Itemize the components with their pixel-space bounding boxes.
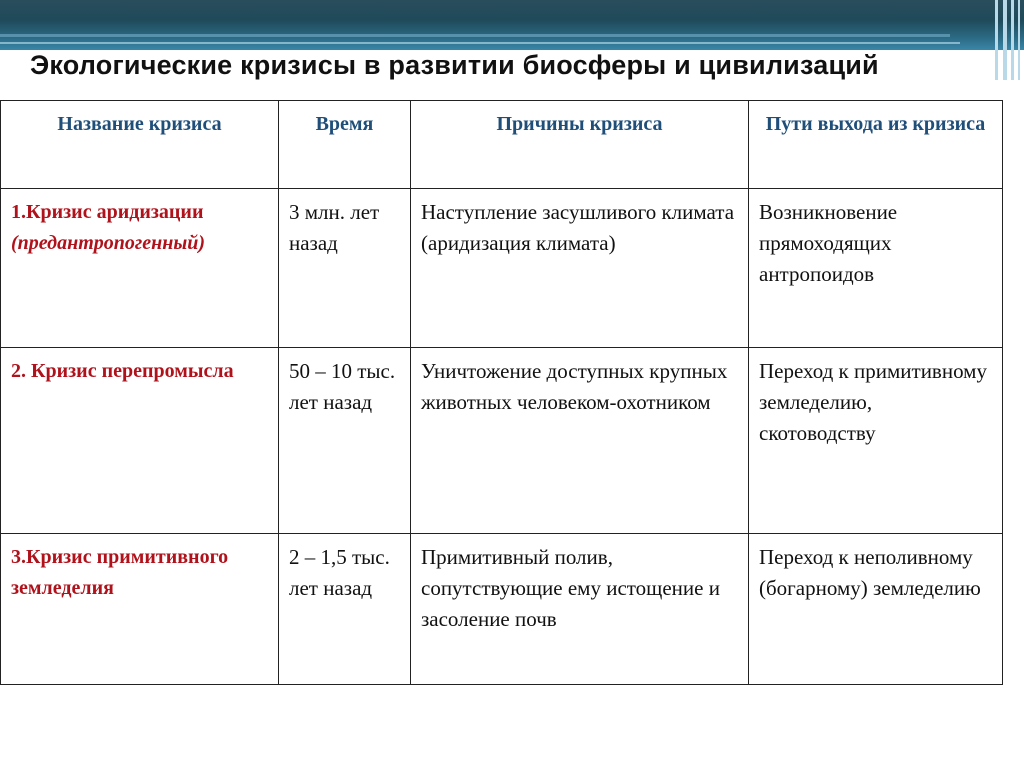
crisis-way-out: Возникновение прямоходящих антропоидов <box>749 189 1003 348</box>
header-way-out: Пути выхода из кризиса <box>749 101 1003 189</box>
header-time: Время <box>279 101 411 189</box>
header-crisis-name: Название кризиса <box>1 101 279 189</box>
crisis-name-cell <box>1 189 279 348</box>
table-row <box>1 534 1003 685</box>
crisis-time: 50 – 10 тыс. лет назад <box>279 348 411 534</box>
slide-title: Экологические кризисы в развитии биосферы и цивилизаций <box>30 50 879 80</box>
header-stripe <box>0 42 960 44</box>
decorative-bar <box>1018 0 1020 80</box>
header-causes: Причины кризиса <box>411 101 749 189</box>
crisis-name-cell <box>1 534 279 685</box>
crisis-cause: Уничтожение доступных крупных животных человеком-охотником <box>411 348 749 534</box>
crisis-way-out: Переход к неполивному (богарному) земледелию <box>749 534 1003 685</box>
crisis-time: 3 млн. лет назад <box>279 189 411 348</box>
crisis-time: 2 – 1,5 тыс. лет назад <box>279 534 411 685</box>
crisis-name: 1.Кризис аридизации <box>11 201 204 223</box>
table-header-row <box>1 101 1003 189</box>
crisis-table <box>0 100 1003 685</box>
crisis-cause: Наступление засушливого климата (аридизация климата) <box>411 189 749 348</box>
header-band <box>0 0 1024 50</box>
crisis-subtitle: (предантропогенный) <box>11 232 205 254</box>
crisis-name-cell <box>1 348 279 534</box>
decorative-bar <box>1011 0 1014 80</box>
table-row <box>1 189 1003 348</box>
crisis-name: 2. Кризис перепромысла <box>11 360 234 382</box>
crisis-cause: Примитивный полив, сопутствующие ему истощение и засоление почв <box>411 534 749 685</box>
crisis-name: 3.Кризис примитивного земледелия <box>11 546 229 599</box>
header-stripe <box>0 34 950 37</box>
table-row <box>1 348 1003 534</box>
crisis-way-out: Переход к примитивному земледелию, скотоводству <box>749 348 1003 534</box>
